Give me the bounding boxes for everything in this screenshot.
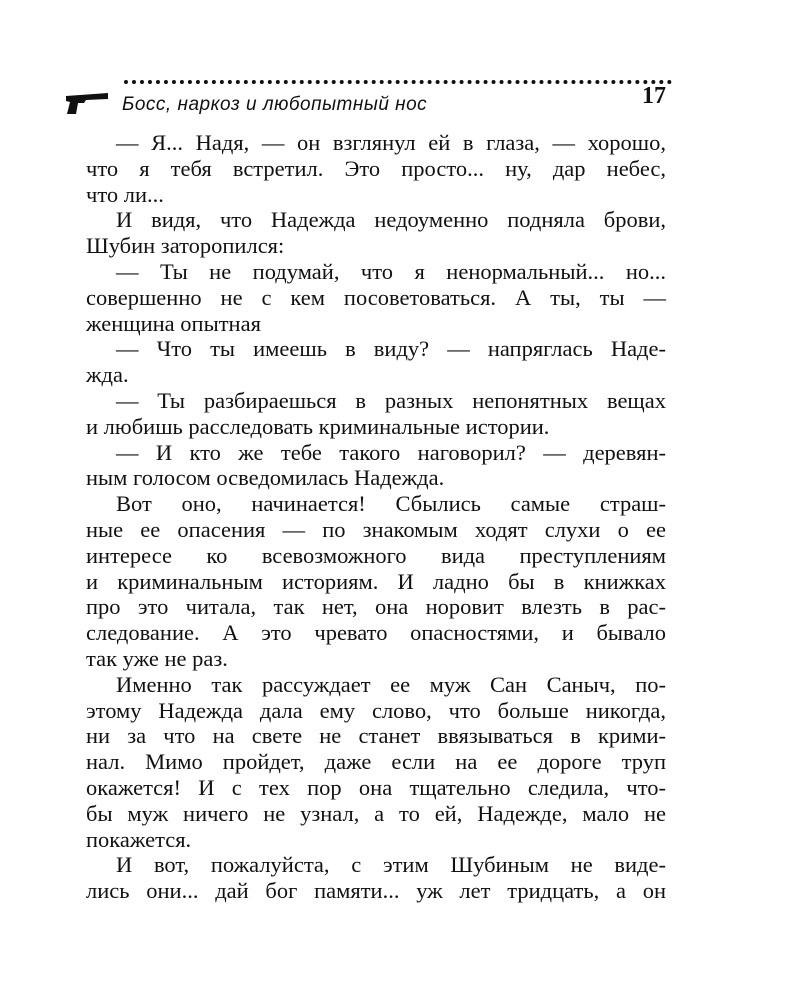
text-line: Именно так рассуждает ее муж Сан Саныч, по- — [116, 671, 666, 697]
page-number: 17 — [642, 83, 666, 109]
page-header — [62, 78, 670, 128]
paragraph — [86, 388, 666, 440]
text-line: этому Надежда дала ему слово, что больше никогда, — [86, 697, 666, 723]
paragraph — [86, 130, 666, 207]
paragraph — [86, 491, 666, 672]
text-line: интересе ко всевозможного вида преступлениям — [86, 542, 666, 568]
text-line: — Ты разбираешься в разных непонятных вещах — [116, 387, 666, 413]
paragraph — [86, 259, 666, 336]
text-line: ни за что на свете не станет ввязываться в крими- — [86, 723, 666, 749]
text-line: И вот, пожалуйста, с этим Шубиным не виде- — [116, 852, 666, 878]
text-line: и криминальным историям. И ладно бы в книжках — [86, 568, 666, 594]
text-line: — Что ты имеешь в виду? — напряглась Наде- — [116, 336, 666, 362]
text-line: — Я... Надя, — он взглянул ей в глаза, — хорошо, — [116, 130, 666, 155]
text-line: следование. А это чревато опасностями, и бывало — [86, 620, 666, 646]
text-line: про это читала, так нет, она норовит влезть в рас- — [86, 594, 666, 620]
revolver-icon — [62, 88, 112, 116]
paragraph — [86, 672, 666, 853]
text-line: совершенно не с кем посоветоваться. А ты, ты — — [86, 284, 666, 310]
text-line: что ли... — [86, 181, 164, 207]
text-line: ные ее опасения — по знакомым ходят слухи о ее — [86, 516, 666, 542]
text-line: окажется! И с тех пор она тщательно следила, что- — [86, 774, 666, 800]
text-line: — И кто же тебе такого наговорил? — деревян- — [116, 439, 666, 465]
body-text — [86, 130, 666, 904]
dotted-rule — [124, 80, 672, 90]
paragraph — [86, 207, 666, 259]
running-title: Босс, наркоз и любопытный нос — [122, 94, 428, 115]
paragraph — [86, 336, 666, 388]
text-line: что я тебя встретил. Это просто... ну, дар небес, — [86, 155, 666, 181]
text-line: лись они... дай бог памяти... уж лет тридцать, а он — [86, 878, 666, 904]
text-line: покажется. — [86, 826, 192, 852]
text-line: бы муж ничего не узнал, а то ей, Надежде, мало не — [86, 800, 666, 826]
text-line: жда. — [86, 362, 129, 388]
text-line: нал. Мимо пройдет, даже если на ее дороге труп — [86, 749, 666, 775]
text-line: Вот оно, начинается! Сбылись самые страш- — [116, 491, 666, 517]
text-line: ным голосом осведомилась Надежда. — [86, 465, 445, 491]
text-line: так уже не раз. — [86, 645, 228, 671]
paragraph — [86, 852, 666, 904]
text-line: женщина опытная — [86, 310, 261, 336]
text-line: И видя, что Надежда недоуменно подняла брови, — [116, 207, 666, 233]
paragraph — [86, 440, 666, 492]
text-line: и любишь расследовать криминальные истории. — [86, 413, 550, 439]
text-line: — Ты не подумай, что я ненормальный... но... — [116, 258, 666, 284]
text-line: Шубин заторопился: — [86, 233, 285, 259]
